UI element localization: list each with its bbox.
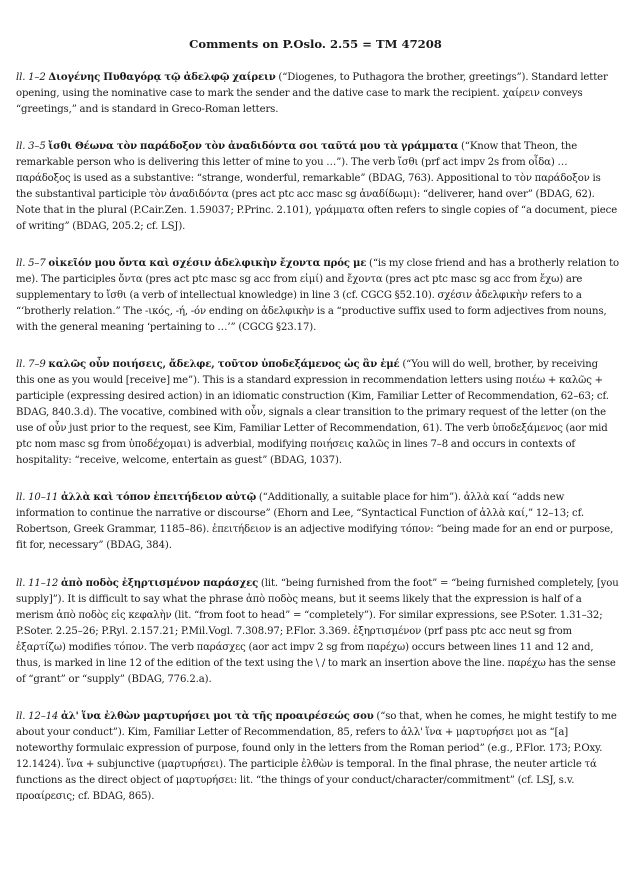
commentary-body <box>16 70 619 827</box>
commentary-paragraph <box>16 256 619 336</box>
greek-lemma: καλῶς οὖν ποιήσεις, ἄδελφε, τοῦτον ὑποδεξάμενος ὡς ἂν ἐμέ <box>48 359 400 370</box>
commentary-text: (“Diogenes, to Puthagora the brother, greetings”). Standard letter opening, using the nominative case to mark the sender and the dative case to mark the recipient. χαίρειν conveys “greetings,” and is standard in Greco-Roman letters. <box>16 72 608 115</box>
commentary-paragraph <box>16 490 619 554</box>
greek-lemma: ἀλ' ἵνα ἐλθὼν μαρτυρήσει μοι τὰ τῆς προαιρέσεώς σου <box>61 711 374 722</box>
line-reference: ll. 12–14 <box>16 711 59 722</box>
commentary-paragraph <box>16 576 619 688</box>
commentary-paragraph <box>16 357 619 469</box>
line-reference: ll. 7–9 <box>16 359 46 370</box>
commentary-text: (“You will do well, brother, by receiving this one as you would [receive] me”). This is a standard expression in recommendation letters using ποιέω + καλῶς + participle (expressing desired action) in an idiomatic construction (Kim, Familiar Letter of Recommendation, 62–63; cf. BDAG, 840.3.d). The vocative, combined with οὖν, signals a clear transition to the primary request of the letter (on the use of οὖν just prior to the request, see Kim, Familiar Letter of Recommendation, 61). The verb ὑποδεξάμενος (aor mid ptc nom masc sg from ὑποδέχομαι) is adverbial, modifying ποιήσεις καλῶς in lines 7–8 and occurs in contexts of hospitality: “receive, welcome, entertain as guest” (BDAG, 1037). <box>16 359 609 466</box>
line-reference: ll. 11–12 <box>16 578 59 589</box>
page-title: Comments on P.Oslo. 2.55 = TM 47208 <box>189 37 442 51</box>
commentary-paragraph <box>16 70 619 118</box>
greek-lemma: Διογένης Πυθαγόρᾳ τῷ ἀδελφῷ χαίρειν <box>48 72 276 83</box>
commentary-text: (lit. “being furnished from the foot” = “being furnished completely, [you supply]”). It is difficult to say what the phrase ἀπὸ ποδὸς means, but it seems likely that the expression is half of a merism ἀπὸ ποδὸς εἰς κεφαλὴν (lit. “from foot to head” = “completely”). For similar expressions, see P.Soter. 1.31–32; P.Soter. 2.25–26; P.Ryl. 2.157.21; P.Mil.Vogl. 7.308.97; P.Flor. 3.369. ἐξηρτισμένον (prf pass ptc acc neut sg from ἐξαρτίζω) modifies τόπον. The verb παράσχες (aor act impv 2 sg from παρέχω) occurs between lines 11 and 12 and, thus, is marked in line 12 of the edition of the text using the \ / to mark an insertion above the line. παρέχω has the sense of “grant” or “supply” (BDAG, 776.2.a). <box>16 578 619 685</box>
greek-lemma: ἀλλὰ καὶ τόπον ἐπειτήδειον αὐτῷ <box>61 492 257 503</box>
commentary-text: (“Additionally, a suitable place for him”). ἀλλὰ καί “adds new information to continue the narrative or discourse” (Ehorn and Lee, “Syntactical Function of ἀλλὰ καί,” 12–13; cf. Robertson, Greek Grammar, 1185–86). ἐπειτήδειον is an adjective modifying τόπον: “being made for an end or purpose, fit for, necessary” (BDAG, 384). <box>16 492 614 551</box>
line-reference: ll. 5–7 <box>16 258 46 269</box>
greek-lemma: οἰκεῖόν μου ὄντα καὶ σχέσιν ἀδελφικὴν ἔχοντα πρός με <box>48 258 367 269</box>
commentary-text: (“Know that Theon, the remarkable person who is delivering this letter of mine to you …”). The verb ἴσθι (prf act impv 2s from οἶδα) … παράδοξος is used as a substantive: “strange, wonderful, remarkable” (BDAG, 763). Appositional to τὸν παράδοξον is the substantival participle τὸν ἀναδιδόντα (pres act ptc acc masc sg ἀναδίδωμι): “deliverer, hand over” (BDAG, 62). Note that in the plural (P.Cair.Zen. 1.59037; P.Princ. 2.101), γράμματα often refers to single copies of “a document, piece of writing” (BDAG, 205.2; cf. LSJ). <box>16 141 618 232</box>
greek-lemma: ἴσθι Θέωνα τὸν παράδοξον τὸν ἀναδιδόντα σοι ταῦτά μου τὰ γράμματα <box>48 141 459 152</box>
commentary-text: (“so that, when he comes, he might testify to me about your conduct”). Kim, Familiar Letter of Recommendation, 85, refers to ἀλλ' ἵνα + μαρτυρήσει μοι as “[a] noteworthy formulaic expression of purpose, found only in the letters from the Roman period” (e.g., P.Flor. 173; P.Oxy. 12.1424). ἵνα + subjunctive (μαρτυρήσει). The participle ἐλθὼν is temporal. In the final phrase, the neuter article τά functions as the direct object of μαρτυρήσει: lit. “the things of your conduct/character/commitment” (cf. LSJ, s.v. προαίρεσις; cf. BDAG, 865). <box>16 711 617 802</box>
greek-lemma: ἀπὸ ποδὸς ἐξηρτισμένον παράσχες <box>61 578 259 589</box>
line-reference: ll. 3–5 <box>16 141 46 152</box>
commentary-paragraph <box>16 139 619 235</box>
line-reference: ll. 10–11 <box>16 492 59 503</box>
commentary-text: (“is my close friend and has a brotherly relation to me). The participles ὄντα (pres act ptc masc sg acc from εἰμί) and ἔχοντα (pres act ptc masc sg acc from ἔχω) are supplementary to ἴσθι (a verb of intellectual knowledge) in line 3 (cf. CGCG §52.10). σχέσιν ἀδελφικὴν refers to a “‘brotherly relation.” The -ικός, -ή, -όν ending on ἀδελφικὴν is a “productive suffix used to form adjectives from nouns, with the general meaning ‘pertaining to …’” (CGCG §23.17). <box>16 258 619 333</box>
line-reference: ll. 1–2 <box>16 72 46 83</box>
commentary-paragraph <box>16 709 619 805</box>
